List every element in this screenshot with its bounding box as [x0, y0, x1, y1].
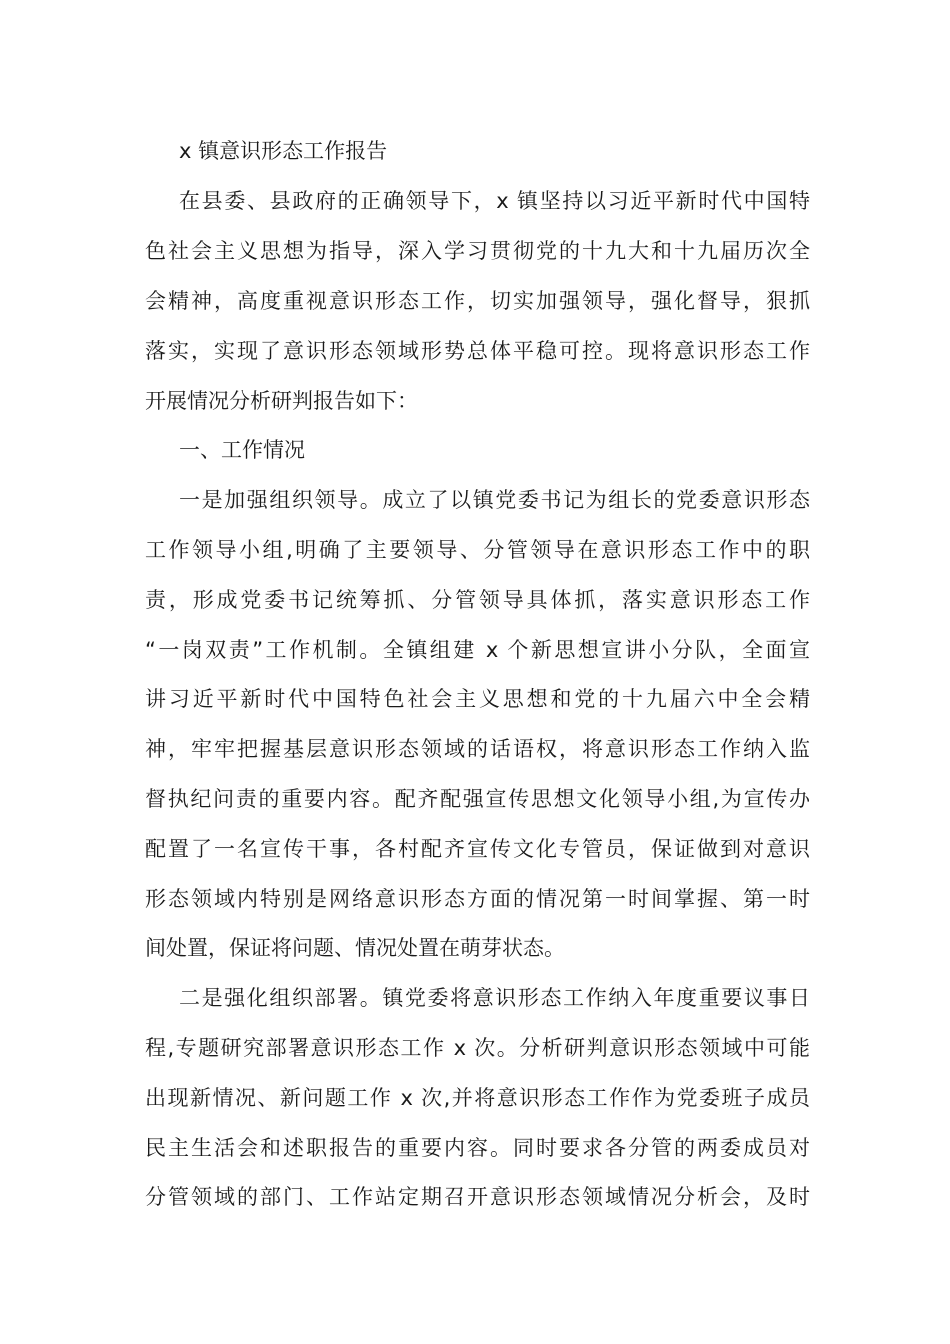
- paragraph-line: 在县委、县政府的正确领导下，x 镇坚持以习近平新时代中国特: [179, 189, 810, 213]
- paragraph-line: 民主生活会和述职报告的重要内容。同时要求各分管的两委成员对: [145, 1136, 810, 1160]
- paragraph-line: 会精神，高度重视意识形态工作，切实加强领导，强化督导，狠抓: [145, 289, 810, 313]
- paragraph-line: 责，形成党委书记统筹抓、分管领导具体抓，落实意识形态工作: [145, 588, 810, 612]
- paragraph-line: 督执纪问责的重要内容。配齐配强宣传思想文化领导小组,为宣传办: [145, 787, 810, 811]
- paragraph-line: 分管领域的部门、工作站定期召开意识形态领域情况分析会，及时: [145, 1185, 810, 1209]
- paragraph-line: 程,专题研究部署意识形态工作 x 次。分析研判意识形态领域中可能: [145, 1036, 810, 1060]
- paragraph-line: 二是强化组织部署。镇党委将意识形态工作纳入年度重要议事日: [179, 986, 810, 1010]
- paragraph-line: 神，牢牢把握基层意识形态领域的话语权，将意识形态工作纳入监: [145, 737, 810, 761]
- paragraph-line: 配置了一名宣传干事，各村配齐宣传文化专管员，保证做到对意识: [145, 837, 810, 861]
- document-title: x 镇意识形态工作报告: [179, 139, 388, 163]
- paragraph-line: 出现新情况、新问题工作 x 次,并将意识形态工作作为党委班子成员: [145, 1086, 810, 1110]
- paragraph-line: “一岗双责”工作机制。全镇组建 x 个新思想宣讲小分队，全面宣: [145, 638, 810, 662]
- paragraph-line: 工作领导小组,明确了主要领导、分管领导在意识形态工作中的职: [145, 538, 810, 562]
- paragraph-line: 开展情况分析研判报告如下：: [145, 389, 418, 413]
- paragraph-line: 一是加强组织领导。成立了以镇党委书记为组长的党委意识形态: [179, 488, 810, 512]
- paragraph-line: 色社会主义思想为指导，深入学习贯彻党的十九大和十九届历次全: [145, 239, 810, 263]
- paragraph-line: 落实，实现了意识形态领域形势总体平稳可控。现将意识形态工作: [145, 339, 810, 363]
- section-heading: 一、工作情况: [179, 438, 305, 462]
- paragraph-line: 间处置，保证将问题、情况处置在萌芽状态。: [145, 936, 565, 960]
- paragraph-line: 讲习近平新时代中国特色社会主义思想和党的十九届六中全会精: [145, 687, 810, 711]
- paragraph-line: 形态领域内特别是网络意识形态方面的情况第一时间掌握、第一时: [145, 887, 810, 911]
